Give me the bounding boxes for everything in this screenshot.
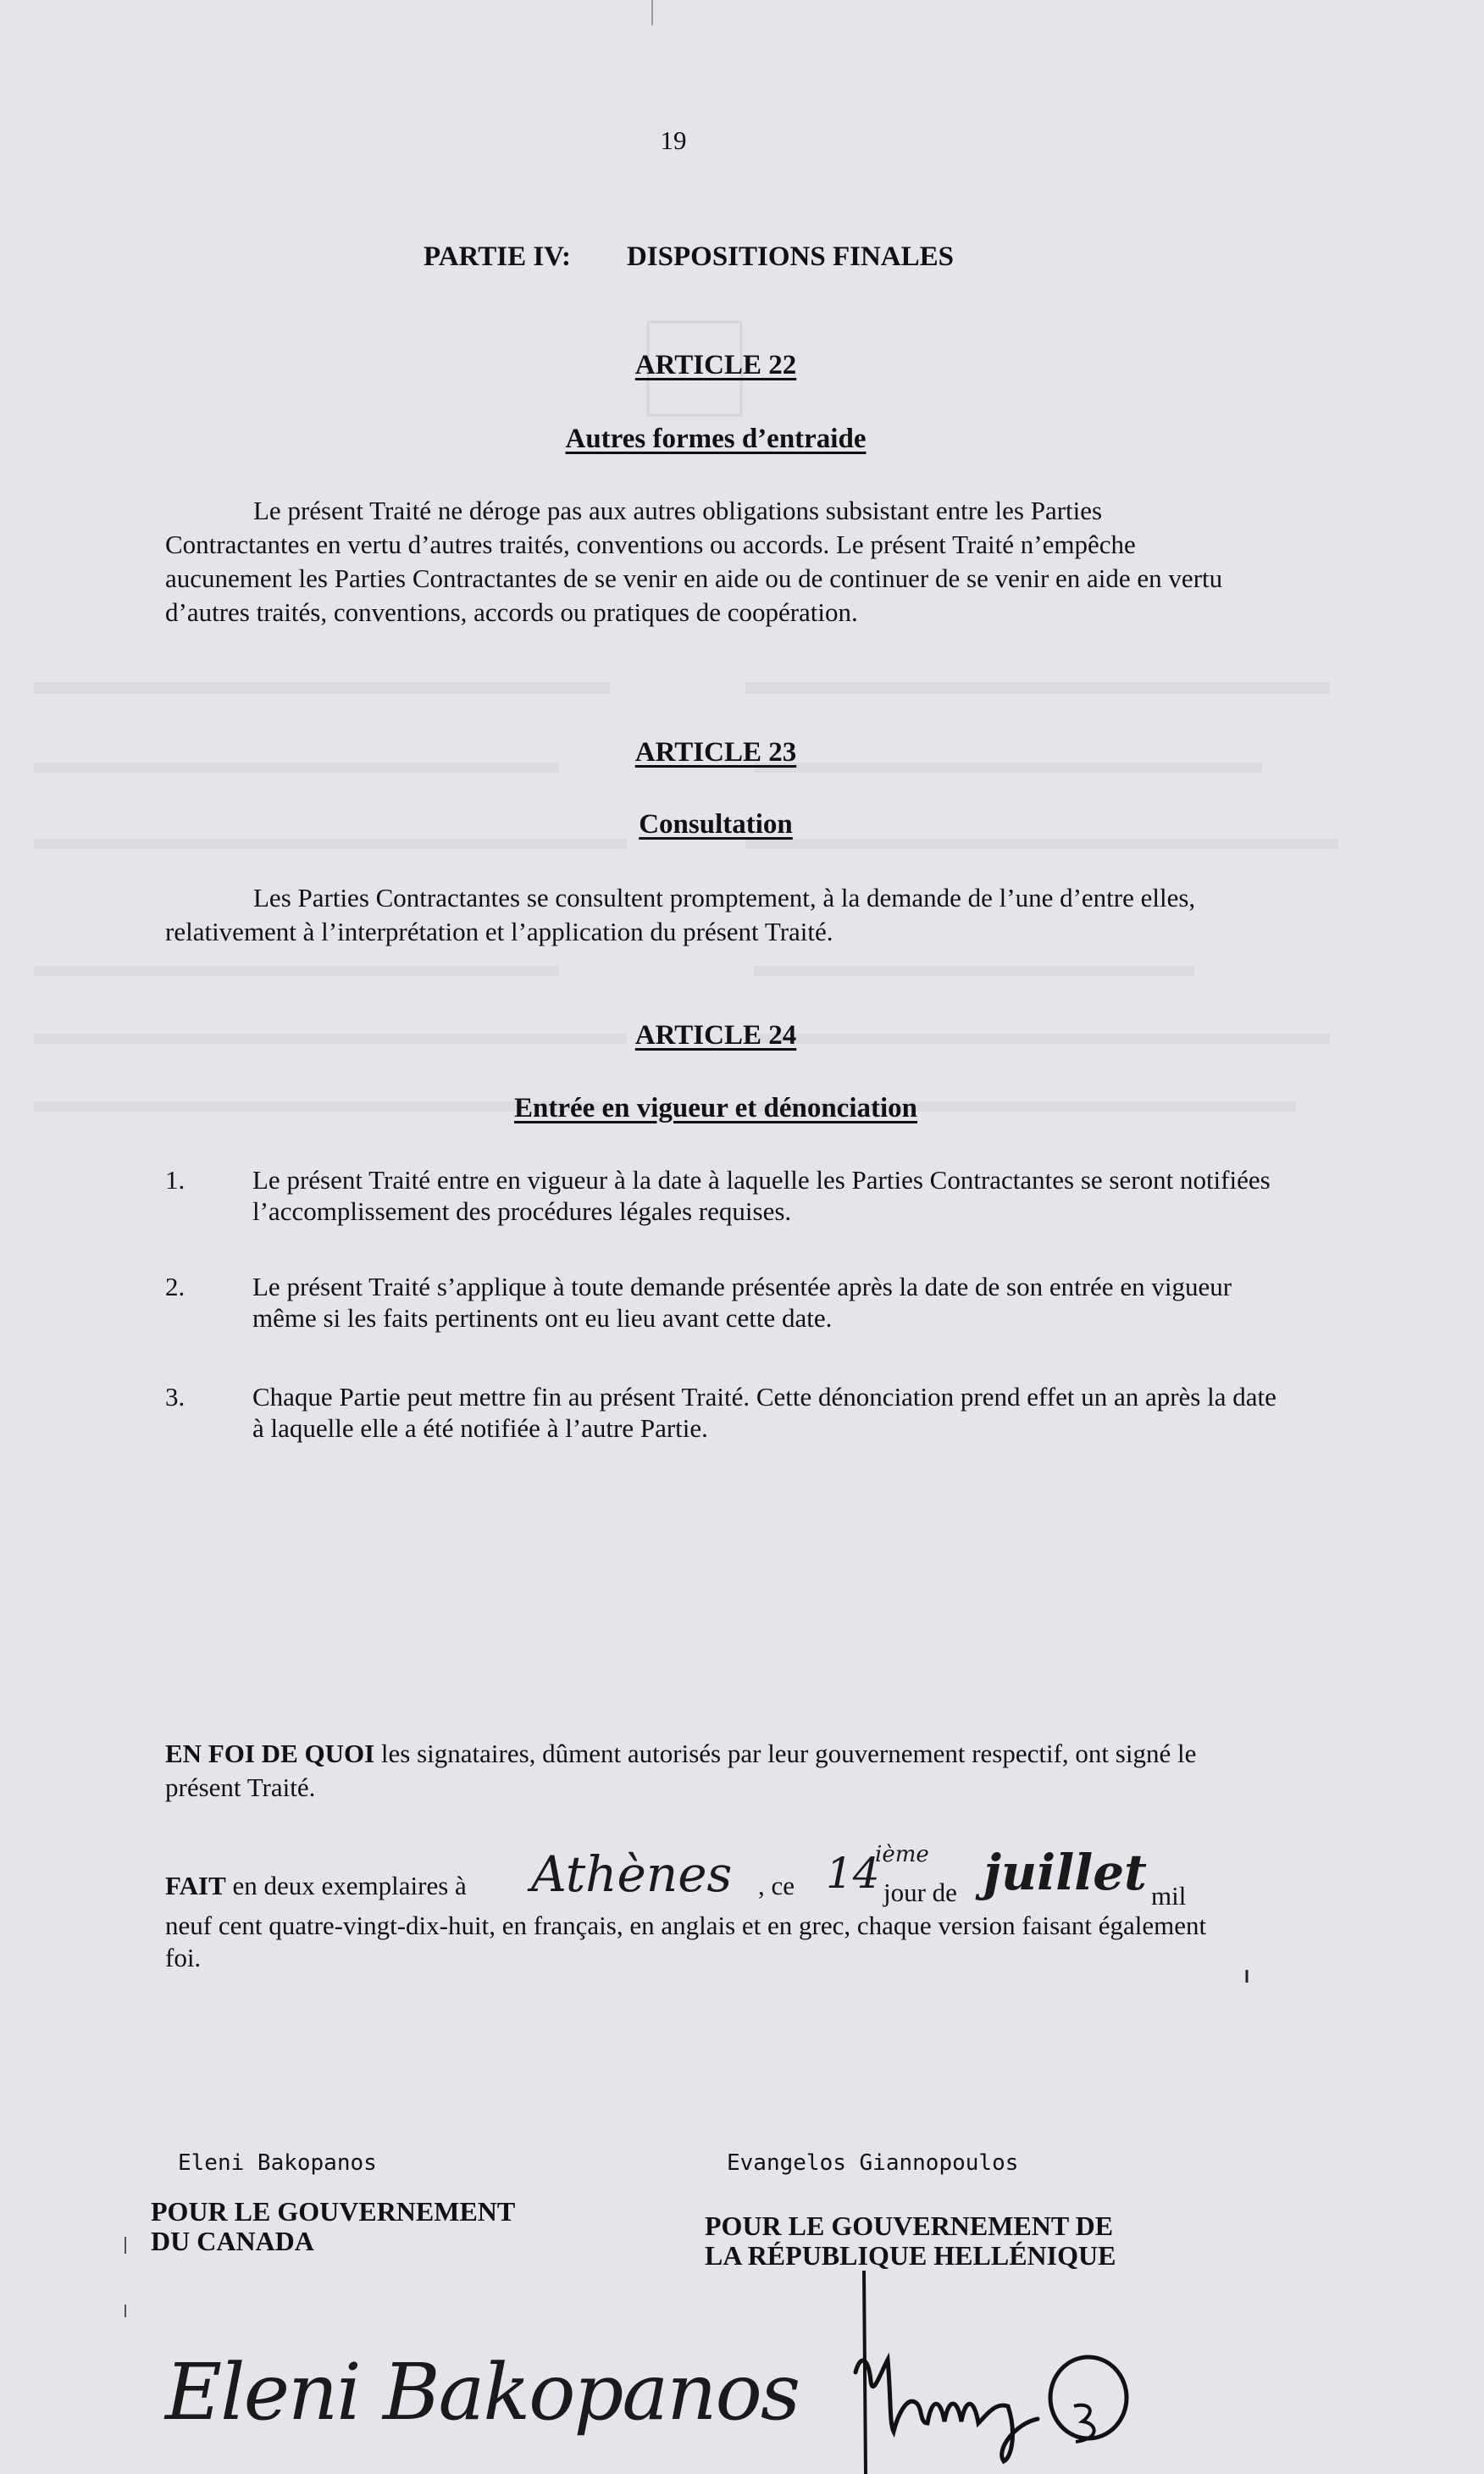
article-24-heading: ARTICLE 24 [634,1020,797,1051]
typed-name-left: Eleni Bakopanos [178,2150,377,2176]
handwritten-day: 14 [826,1849,880,1898]
article-23-text: Les Parties Contractantes se consultent promptement, à la demande de l’une d’entre elles, relativement à l’interprétation et l’application du présent Traité. [165,883,1196,946]
article-22-text: Le présent Traité ne déroge pas aux autres obligations subsistant entre les Parties Contractantes en vertu d’autres traités, conventions ou accords. Le présent Traité n’empêche aucunement les Parties Contractantes de se venir en aide ou de continuer de se venir en aide en vertu d’autres traités, conventions, accords ou pratiques de coopération. [165,496,1223,627]
article-22-heading: ARTICLE 22 [634,350,797,380]
page-number: 19 [660,125,687,155]
typed-name-right: Evangelos Giannopoulos [727,2150,1019,2176]
handwritten-month: juillet [983,1844,1147,1901]
government-canada: POUR LE GOUVERNEMENT DU CANADA [151,2196,516,2256]
witness-bold: EN FOI DE QUOI [165,1739,375,1768]
done-at-text-5: neuf cent quatre-vingt-dix-huit, en français, en anglais et en grec, chaque version faisant également foi. [165,1911,1207,1972]
part-title: DISPOSITIONS FINALES [626,241,955,272]
government-greece: POUR LE GOUVERNEMENT DE LA RÉPUBLIQUE HELLÉNIQUE [705,2211,1116,2271]
handwritten-day-suffix: ième [875,1842,929,1867]
article-23-heading: ARTICLE 23 [634,737,797,768]
witness-text: les signataires, dûment autorisés par leur gouvernement respectif, ont signé le présent Traité. [165,1739,1197,1802]
item-text: Le présent Traité s’applique à toute demande présentée après la date de son entrée en vigueur même si les faits pertinents ont eu lieu avant cette date. [252,1272,1232,1333]
article-22-subheading: Autres formes d’entraide [565,424,867,454]
item-text: Le présent Traité entre en vigueur à la date à laquelle les Parties Contractantes se seront notifiées l’accomplissement des procédures légales requises. [252,1165,1271,1226]
article-23-subheading: Consultation [639,809,793,840]
article-24-subheading: Entrée en vigueur et dénonciation [513,1093,918,1123]
done-at-text-1: en deux exemplaires à [225,1871,467,1900]
done-at-text-2: , ce [758,1871,795,1900]
done-at-text-4: mil [1151,1881,1187,1911]
item-number: 2. [165,1272,186,1301]
part-label: PARTIE IV: [424,241,571,272]
handwritten-place: Athènes [531,1845,733,1903]
signature-left-text: Eleni Bakopanos [165,2347,800,2438]
item-number: 3. [165,1382,186,1412]
item-number: 1. [165,1165,186,1195]
done-at-text-3: jour de [883,1878,957,1907]
item-text: Chaque Partie peut mettre fin au présent Traité. Cette dénonciation prend effet un an après la date à laquelle elle a été notifiée à l’autre Partie. [252,1382,1276,1443]
done-at-fait: FAIT [165,1871,226,1900]
